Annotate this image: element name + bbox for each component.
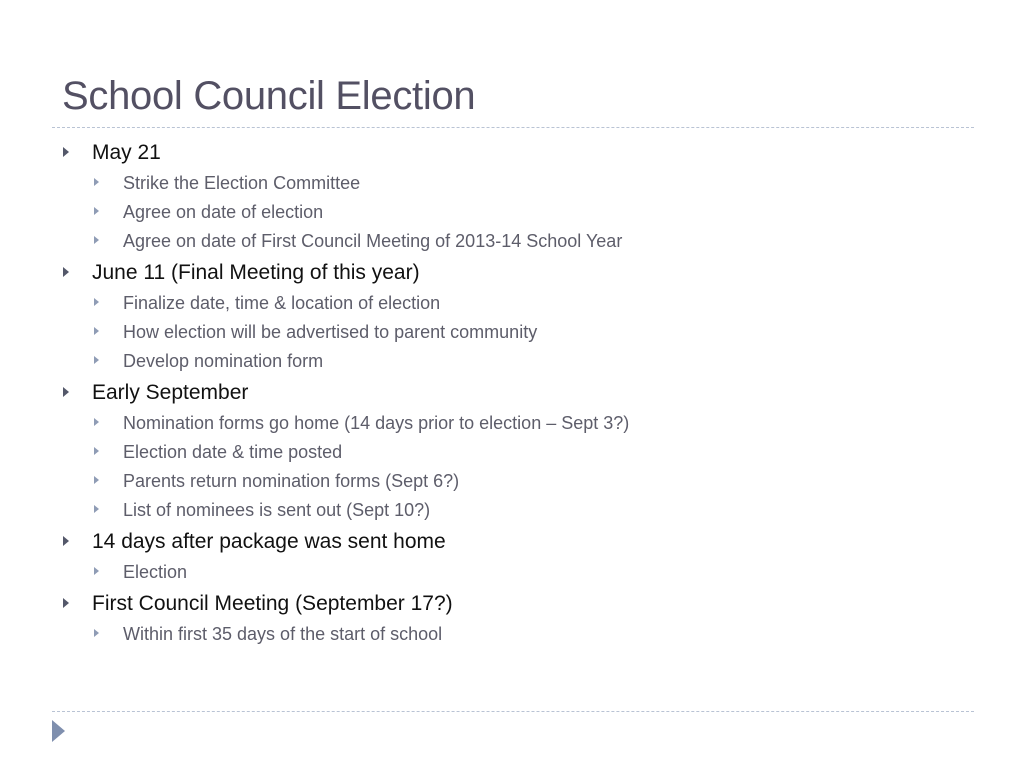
bullet-item-14-days-after [92, 530, 446, 554]
sub-bullet-label: List of nominees is sent out (Sept 10?) [123, 500, 431, 520]
bullet-item-early-september [92, 381, 248, 405]
sub-bullet-label: Within first 35 days of the start of school [123, 624, 443, 644]
triangle-right-icon [52, 720, 65, 742]
slide-title: School Council Election [62, 74, 476, 118]
triangle-bullet-icon [63, 147, 69, 157]
small-triangle-bullet-icon [94, 327, 99, 335]
footer-divider [52, 711, 974, 712]
small-triangle-bullet-icon [94, 476, 99, 484]
sub-bullet-item [123, 561, 187, 583]
bullet-label: June 11 (Final Meeting of this year) [92, 261, 420, 284]
sub-bullet-label: Finalize date, time & location of election [123, 293, 441, 313]
small-triangle-bullet-icon [94, 178, 99, 186]
sub-bullet-item [123, 321, 537, 343]
bullet-label: First Council Meeting (September 17?) [92, 592, 453, 615]
sub-bullet-label: Strike the Election Committee [123, 173, 361, 193]
small-triangle-bullet-icon [94, 298, 99, 306]
small-triangle-bullet-icon [94, 356, 99, 364]
sub-bullet-label: Develop nomination form [123, 351, 324, 371]
sub-bullet-item [123, 172, 360, 194]
bullet-label: May 21 [92, 141, 161, 164]
triangle-bullet-icon [63, 536, 69, 546]
sub-bullet-item [123, 623, 442, 645]
bullet-label: 14 days after package was sent home [92, 530, 446, 553]
sub-bullet-item [123, 499, 430, 521]
small-triangle-bullet-icon [94, 447, 99, 455]
title-divider [52, 127, 974, 128]
sub-bullet-item [123, 470, 459, 492]
sub-bullet-label: Agree on date of First Council Meeting of 2013-14 School Year [123, 231, 623, 251]
sub-bullet-item [123, 230, 622, 252]
small-triangle-bullet-icon [94, 567, 99, 575]
small-triangle-bullet-icon [94, 418, 99, 426]
sub-bullet-label: Nomination forms go home (14 days prior to election – Sept 3?) [123, 413, 630, 433]
sub-bullet-label: How election will be advertised to parent community [123, 322, 538, 342]
sub-bullet-item [123, 201, 323, 223]
sub-bullet-label: Agree on date of election [123, 202, 324, 222]
triangle-bullet-icon [63, 387, 69, 397]
bullet-item-first-council-meeting [92, 592, 453, 616]
sub-bullet-label: Election date & time posted [123, 442, 343, 462]
sub-bullet-label: Election [123, 562, 188, 582]
bullet-item-june-11 [92, 261, 420, 285]
sub-bullet-item [123, 350, 323, 372]
triangle-bullet-icon [63, 267, 69, 277]
small-triangle-bullet-icon [94, 505, 99, 513]
small-triangle-bullet-icon [94, 236, 99, 244]
sub-bullet-item [123, 441, 342, 463]
bullet-item-may-21 [92, 141, 161, 165]
sub-bullet-item [123, 292, 440, 314]
bullet-label: Early September [92, 381, 249, 404]
triangle-bullet-icon [63, 598, 69, 608]
sub-bullet-item [123, 412, 629, 434]
small-triangle-bullet-icon [94, 207, 99, 215]
small-triangle-bullet-icon [94, 629, 99, 637]
sub-bullet-label: Parents return nomination forms (Sept 6?) [123, 471, 460, 491]
